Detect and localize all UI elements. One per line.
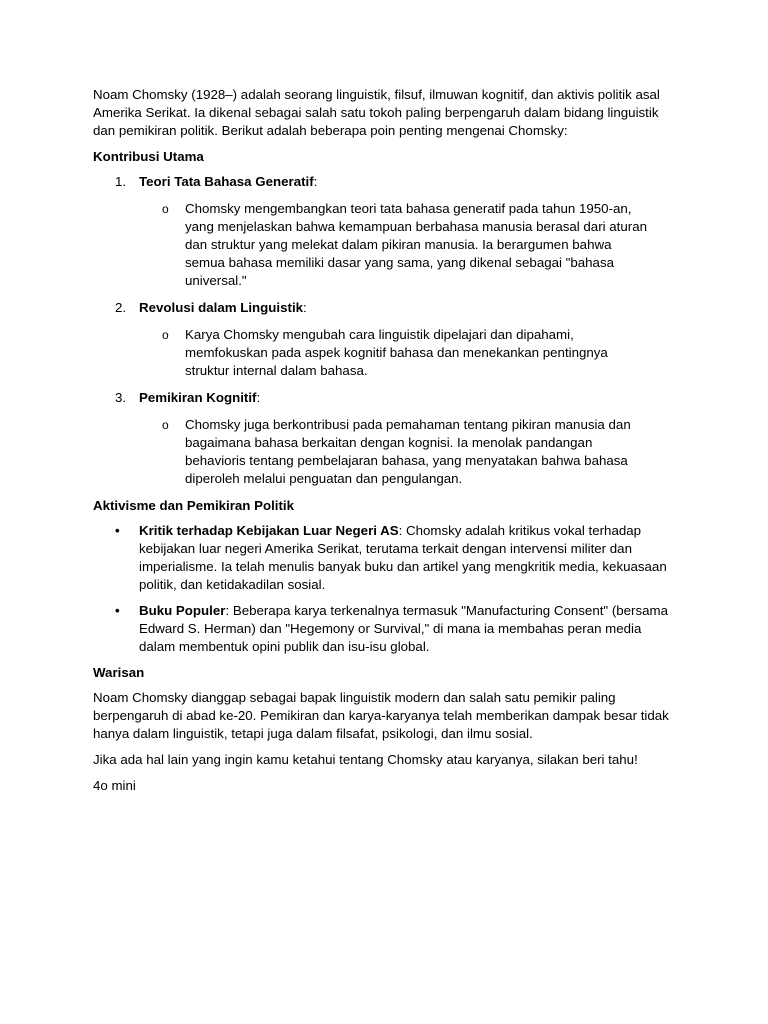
bullet-item-2: [93, 602, 678, 656]
sub-bullet-marker: o: [162, 202, 169, 216]
sub-item-text: Karya Chomsky mengubah cara linguistik dipelajari dan dipahami, memfokuskan pada aspek kognitif bahasa dan menekankan pentingnya struktur internal dalam bahasa.: [185, 327, 608, 378]
item-title: Revolusi dalam Linguistik: [139, 300, 304, 315]
bullet-title: Kritik terhadap Kebijakan Luar Negeri AS: [139, 523, 399, 538]
sub-item-1: [93, 200, 678, 290]
bullet-marker: •: [115, 603, 120, 618]
numbered-item-3: [93, 389, 678, 407]
sub-item-text: Chomsky juga berkontribusi pada pemahaman tentang pikiran manusia dan bagaimana bahasa berkaitan dengan kognisi. Ia menolak pandangan behavioris tentang pembelajaran bahasa, yang menyatakan bahwa bahasa diperoleh melalui penguatan dan pengulangan.: [185, 417, 631, 486]
item-title: Teori Tata Bahasa Generatif: [139, 174, 314, 189]
bullet-title: Buku Populer: [139, 603, 226, 618]
closing-paragraph: Jika ada hal lain yang ingin kamu ketahui tentang Chomsky atau karyanya, silakan beri tahu!: [93, 752, 638, 767]
bullet-text: : Beberapa karya terkenalnya termasuk "Manufacturing Consent" (bersama Edward S. Herman) dan "Hegemony or Survival," di mana ia membahas peran media dalam membentuk opini publik dan isu-isu global.: [139, 603, 668, 654]
sub-item-3: [93, 416, 678, 488]
sub-item-text: Chomsky mengembangkan teori tata bahasa generatif pada tahun 1950-an, yang menjelaskan bahwa kemampuan berbahasa manusia berasal dari aturan dan struktur yang melekat dalam pikiran manusia. Ia berargumen bahwa semua bahasa memiliki dasar yang sama, yang dikenal sebagai "bahasa universal.": [185, 201, 647, 288]
footer-model-label: 4o mini: [93, 778, 136, 793]
section-heading-kontribusi: Kontribusi Utama: [93, 149, 204, 164]
bullet-marker: •: [115, 523, 120, 538]
section-heading-warisan: Warisan: [93, 665, 145, 680]
numbered-item-1: [93, 173, 678, 191]
item-title: Pemikiran Kognitif: [139, 390, 257, 405]
item-number: 3.: [115, 390, 127, 405]
item-number: 2.: [115, 300, 127, 315]
bullet-item-1: [93, 522, 678, 594]
sub-item-2: [93, 326, 678, 380]
item-colon: :: [303, 300, 307, 315]
document-page: [93, 86, 678, 803]
item-colon: :: [313, 174, 318, 189]
sub-bullet-marker: o: [162, 418, 169, 432]
warisan-paragraph: Noam Chomsky dianggap sebagai bapak linguistik modern dan salah satu pemikir paling berpengaruh di abad ke-20. Pemikiran dan karya-karyanya telah memberikan dampak besar tidak hanya dalam linguistik, tetapi juga dalam filsafat, psikologi, dan ilmu sosial.: [93, 690, 669, 741]
numbered-item-2: [93, 299, 678, 317]
item-colon: :: [256, 390, 261, 405]
bullet-text: : Chomsky adalah kritikus vokal terhadap kebijakan luar negeri Amerika Serikat, terutama terkait dengan intervensi militer dan imperialisme. Ia telah menulis banyak buku dan artikel yang mengkritik media, kekuasaan politik, dan ketidakadilan sosial.: [139, 523, 667, 592]
intro-paragraph: Noam Chomsky (1928–) adalah seorang linguistik, filsuf, ilmuwan kognitif, dan aktivis politik asal Amerika Serikat. Ia dikenal sebagai salah satu tokoh paling berpengaruh dalam bidang linguistik dan pemikiran politik. Berikut adalah beberapa poin penting mengenai Chomsky:: [93, 87, 660, 138]
item-number: 1.: [115, 174, 127, 189]
sub-bullet-marker: o: [162, 328, 169, 342]
section-heading-aktivisme: Aktivisme dan Pemikiran Politik: [93, 498, 295, 513]
